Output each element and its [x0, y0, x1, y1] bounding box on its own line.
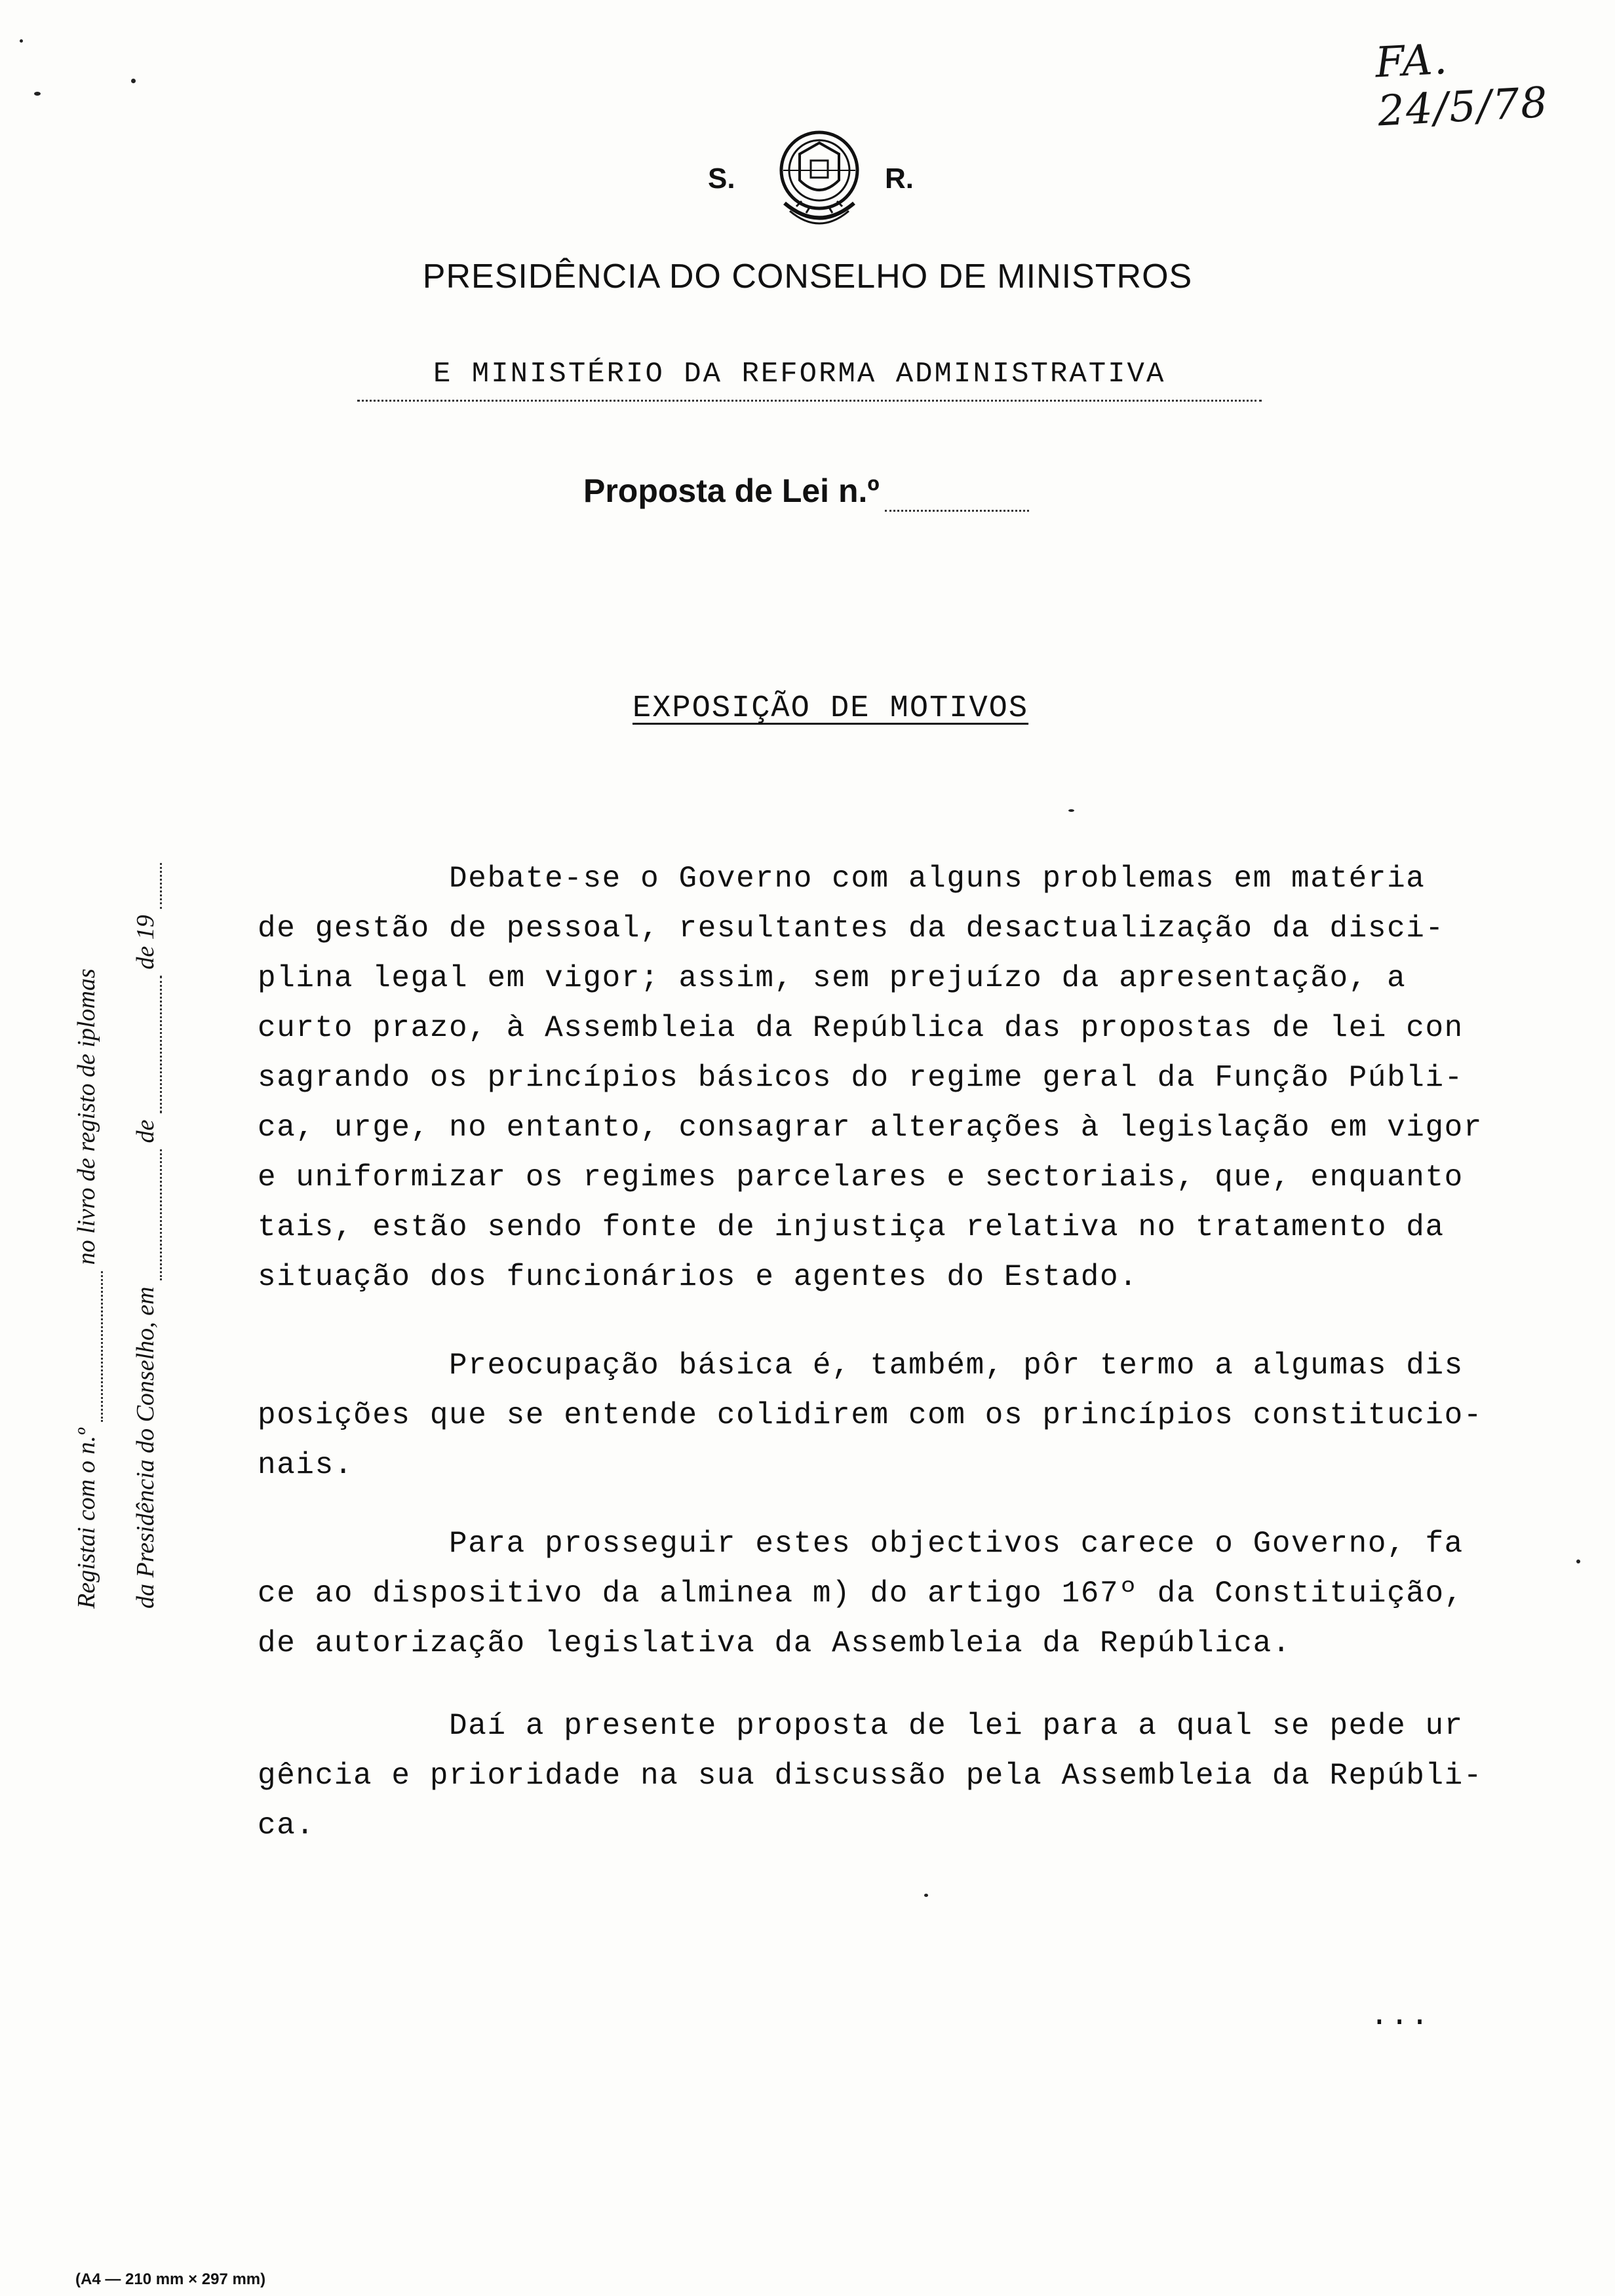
margin-blank — [131, 1149, 162, 1280]
paragraph-4: Daí a presente proposta de lei para a qual se pede ur gência e prioridade na sua discussão pela Assembleia da Repúbli- ca. — [258, 1709, 1483, 1843]
margin-note-date-label: da Presidência do Conselho, em — [132, 1286, 159, 1609]
ministry-subheading: E MINISTÉRIO DA REFORMA ADMINISTRATIVA — [433, 358, 1166, 391]
margin-note-date-de: de — [132, 1119, 159, 1143]
margin-blank — [72, 1271, 103, 1422]
scan-speck — [924, 1894, 928, 1897]
ministry-heading: PRESIDÊNCIA DO CONSELHO DE MINISTROS — [422, 258, 1193, 296]
bill-number-blank — [885, 472, 1029, 512]
margin-note-date — [131, 863, 162, 1609]
margin-blank — [131, 976, 162, 1113]
margin-note-registry-diplomas: iplomas — [73, 968, 100, 1048]
document-title: EXPOSIÇÃO DE MOTIVOS — [632, 691, 1029, 726]
bill-number-line — [583, 472, 1029, 512]
ministry-subheading-field — [357, 354, 1262, 402]
scan-speck — [34, 92, 41, 96]
paragraph-2: Preocupação básica é, também, pôr termo a algumas dis posições que se entende colidirem com os princípios constitucio- nais. — [258, 1349, 1483, 1482]
crest-right-letter: R. — [885, 163, 914, 195]
letterhead-crest — [708, 124, 914, 242]
paper-size-note: (A4 — 210 mm × 297 mm) — [75, 2270, 266, 2288]
margin-note-registry-book: no livro de registo de — [73, 1054, 100, 1265]
margin-note-registry-label: Registai — [73, 1527, 100, 1609]
margin-blank — [131, 863, 162, 909]
paragraph-3: Para prosseguir estes objectivos carece o Governo, fa ce ao dispositivo da alminea m) do artigo 167º da Constituição, de autorização legislativa da Assembleia da República. — [258, 1527, 1464, 1660]
scan-speck — [20, 39, 23, 43]
paragraph-1: Debate-se o Governo com alguns problemas em matéria de gestão de pessoal, resultantes da desactualização da disci- plina legal em vigor; assim, sem prejuízo da apresentação, a curto prazo, à Assembleia da República das propostas de lei con sagrando os princípios básicos do regime geral da Função Públi- ca, urge, no entanto, consagrar alterações à legislação em vigor e uniformizar os regimes parcelares e sectoriais, que, enquanto tais, estão sendo fonte de injustiça relativa no tratamento da situação dos funcionários e agentes do Estado. — [258, 862, 1483, 1294]
margin-note-date-year: de 19 — [132, 915, 159, 970]
bill-number-label: Proposta de Lei n.º — [583, 472, 880, 509]
continuation-mark: ... — [1370, 1999, 1431, 2034]
crest-left-letter: S. — [708, 163, 735, 195]
scan-speck — [1068, 809, 1074, 812]
scan-speck — [1576, 1559, 1580, 1563]
margin-note-registry — [72, 968, 103, 1609]
margin-note-registry-number: com o n.º — [73, 1428, 100, 1521]
scan-speck — [131, 79, 136, 83]
coat-of-arms-icon — [770, 124, 868, 236]
date-stamp: FA. 24/5/78 — [1374, 35, 1550, 136]
